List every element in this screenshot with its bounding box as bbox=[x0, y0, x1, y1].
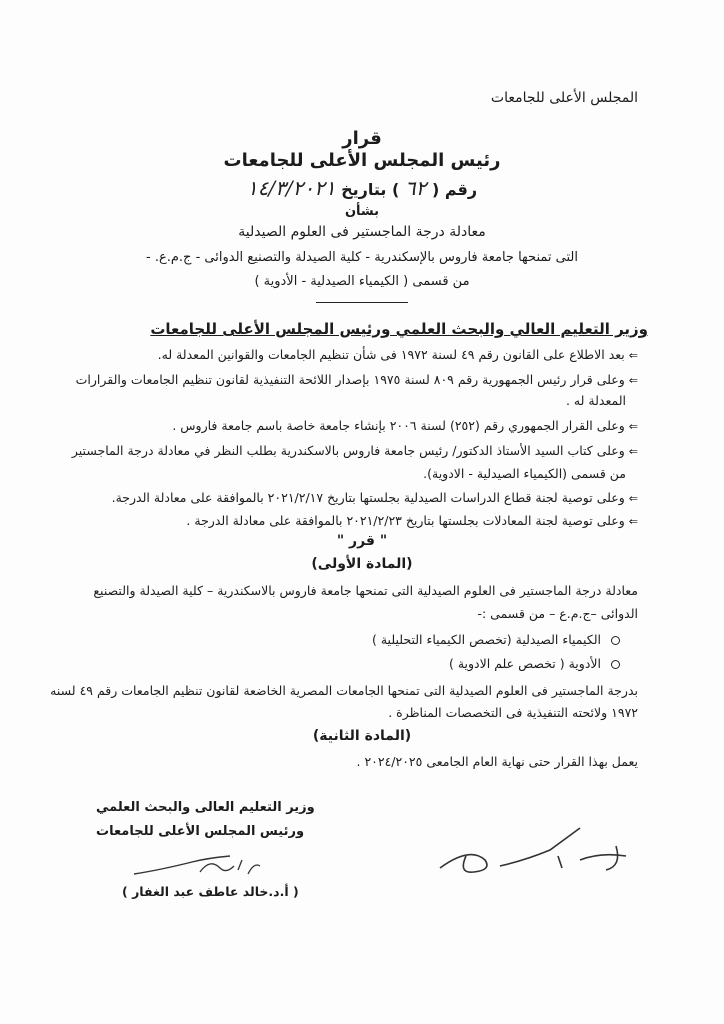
decree-number-line bbox=[0, 176, 724, 200]
arrow-icon: ⇐ bbox=[628, 492, 638, 505]
council-header: المجلس الأعلى للجامعات bbox=[490, 90, 638, 106]
arrow-icon: ⇐ bbox=[628, 374, 638, 387]
title-separator bbox=[316, 302, 408, 303]
decision-title: قرار bbox=[342, 128, 382, 149]
article-one-heading: (المادة الأولى) bbox=[311, 556, 413, 572]
number-suffix: ) بتاريخ bbox=[341, 180, 400, 199]
minister-signature-icon bbox=[430, 816, 640, 886]
list-item: الأدوية ( تخصص علم الادوية ) bbox=[449, 656, 620, 671]
article-two-text: يعمل بهذا القرار حتى نهاية العام الجامعى ٢٠٢٤/٢٠٢٥ . bbox=[356, 754, 638, 769]
arrow-icon: ⇐ bbox=[628, 349, 638, 362]
decree-date: ١٤/٣/٢٠٢١ bbox=[246, 176, 336, 200]
arrow-icon: ⇐ bbox=[628, 420, 638, 433]
decided-heading: " قرر " bbox=[336, 533, 388, 549]
preamble-item: ⇐وعلى القرار الجمهوري رقم (٢٥٢) لسنة ٢٠٠٦ بإنشاء جامعة خاصة باسم جامعة فاروس . bbox=[172, 418, 638, 433]
preamble-item: ⇐وعلى توصية لجنة المعادلات بجلستها بتاريخ ٢٠٢١/٢/٢٣ بالموافقة على معادلة الدرجة . bbox=[186, 513, 638, 528]
arrow-icon: ⇐ bbox=[628, 515, 638, 528]
article-two-heading: (المادة الثانية) bbox=[312, 728, 412, 744]
preamble-item: ⇐وعلى توصية لجنة قطاع الدراسات الصيدلية بجلستها بتاريخ ٢٠٢١/٢/١٧ بالموافقة على معادلة الدرجة. bbox=[111, 490, 638, 505]
preamble-continuation: المعدلة له . bbox=[565, 393, 626, 408]
article-one-closing: ١٩٧٢ ولائحته التنفيذية فى التخصصات المناظرة . bbox=[388, 705, 638, 720]
departments-line: من قسمى ( الكيمياء الصيدلية - الأدوية ) bbox=[254, 274, 470, 289]
signatory-title: وزير التعليم العالى والبحث العلمي bbox=[96, 800, 315, 815]
number-prefix: رقم ( bbox=[431, 180, 478, 199]
article-one-text: الدوائى –ج.م.ع – من قسمى :- bbox=[477, 606, 638, 621]
decree-number: ٦٢ bbox=[404, 176, 427, 200]
list-item: الكيمياء الصيدلية (تخصص الكيمياء التحليلية ) bbox=[372, 632, 620, 647]
circle-bullet-icon bbox=[611, 660, 620, 669]
signatory-name: ( أ.د.خالد عاطف عبد الغفار ) bbox=[122, 884, 299, 899]
preamble-continuation: من قسمى (الكيمياء الصيدلية - الادوية). bbox=[423, 466, 626, 481]
preamble-item: ⇐وعلى كتاب السيد الأستاذ الدكتور/ رئيس جامعة فاروس بالاسكندرية بطلب النظر في معادلة درجة الماجستير bbox=[71, 443, 638, 458]
regarding-label: بشأن bbox=[344, 204, 380, 219]
initials-signature-icon bbox=[130, 848, 270, 882]
minister-heading: وزير التعليم العالي والبحث العلمي ورئيس المجلس الأعلى للجامعات bbox=[150, 320, 648, 338]
article-one-closing: بدرجة الماجستير فى العلوم الصيدلية التى تمنحها الجامعات المصرية الخاضعة لقانون تنظيم الجامعات رقم ٤٩ لسنه bbox=[50, 683, 638, 698]
decree-subject: معادلة درجة الماجستير فى العلوم الصيدلية bbox=[238, 224, 486, 240]
circle-bullet-icon bbox=[611, 636, 620, 645]
issuer-title: رئيس المجلس الأعلى للجامعات bbox=[223, 150, 501, 171]
arrow-icon: ⇐ bbox=[628, 445, 638, 458]
preamble-item: ⇐بعد الاطلاع على القانون رقم ٤٩ لسنة ١٩٧٢ فى شأن تنظيم الجامعات والقوانين المعدلة له. bbox=[157, 347, 638, 362]
preamble-item: ⇐وعلى قرار رئيس الجمهورية رقم ٨٠٩ لسنة ١٩٧٥ بإصدار اللائحة التنفيذية لقانون تنظيم الجامعات والقرارات bbox=[75, 372, 638, 387]
signatory-title: ورئيس المجلس الأعلى للجامعات bbox=[96, 824, 305, 839]
granting-institution: التى تمنحها جامعة فاروس بالإسكندرية - كلية الصيدلة والتصنيع الدوائى - ج.م.ع. - bbox=[146, 250, 578, 265]
article-one-text: معادلة درجة الماجستير فى العلوم الصيدلية التى تمنحها جامعة فاروس بالاسكندرية – كلية الصيدلة والتصنيع bbox=[93, 583, 638, 598]
